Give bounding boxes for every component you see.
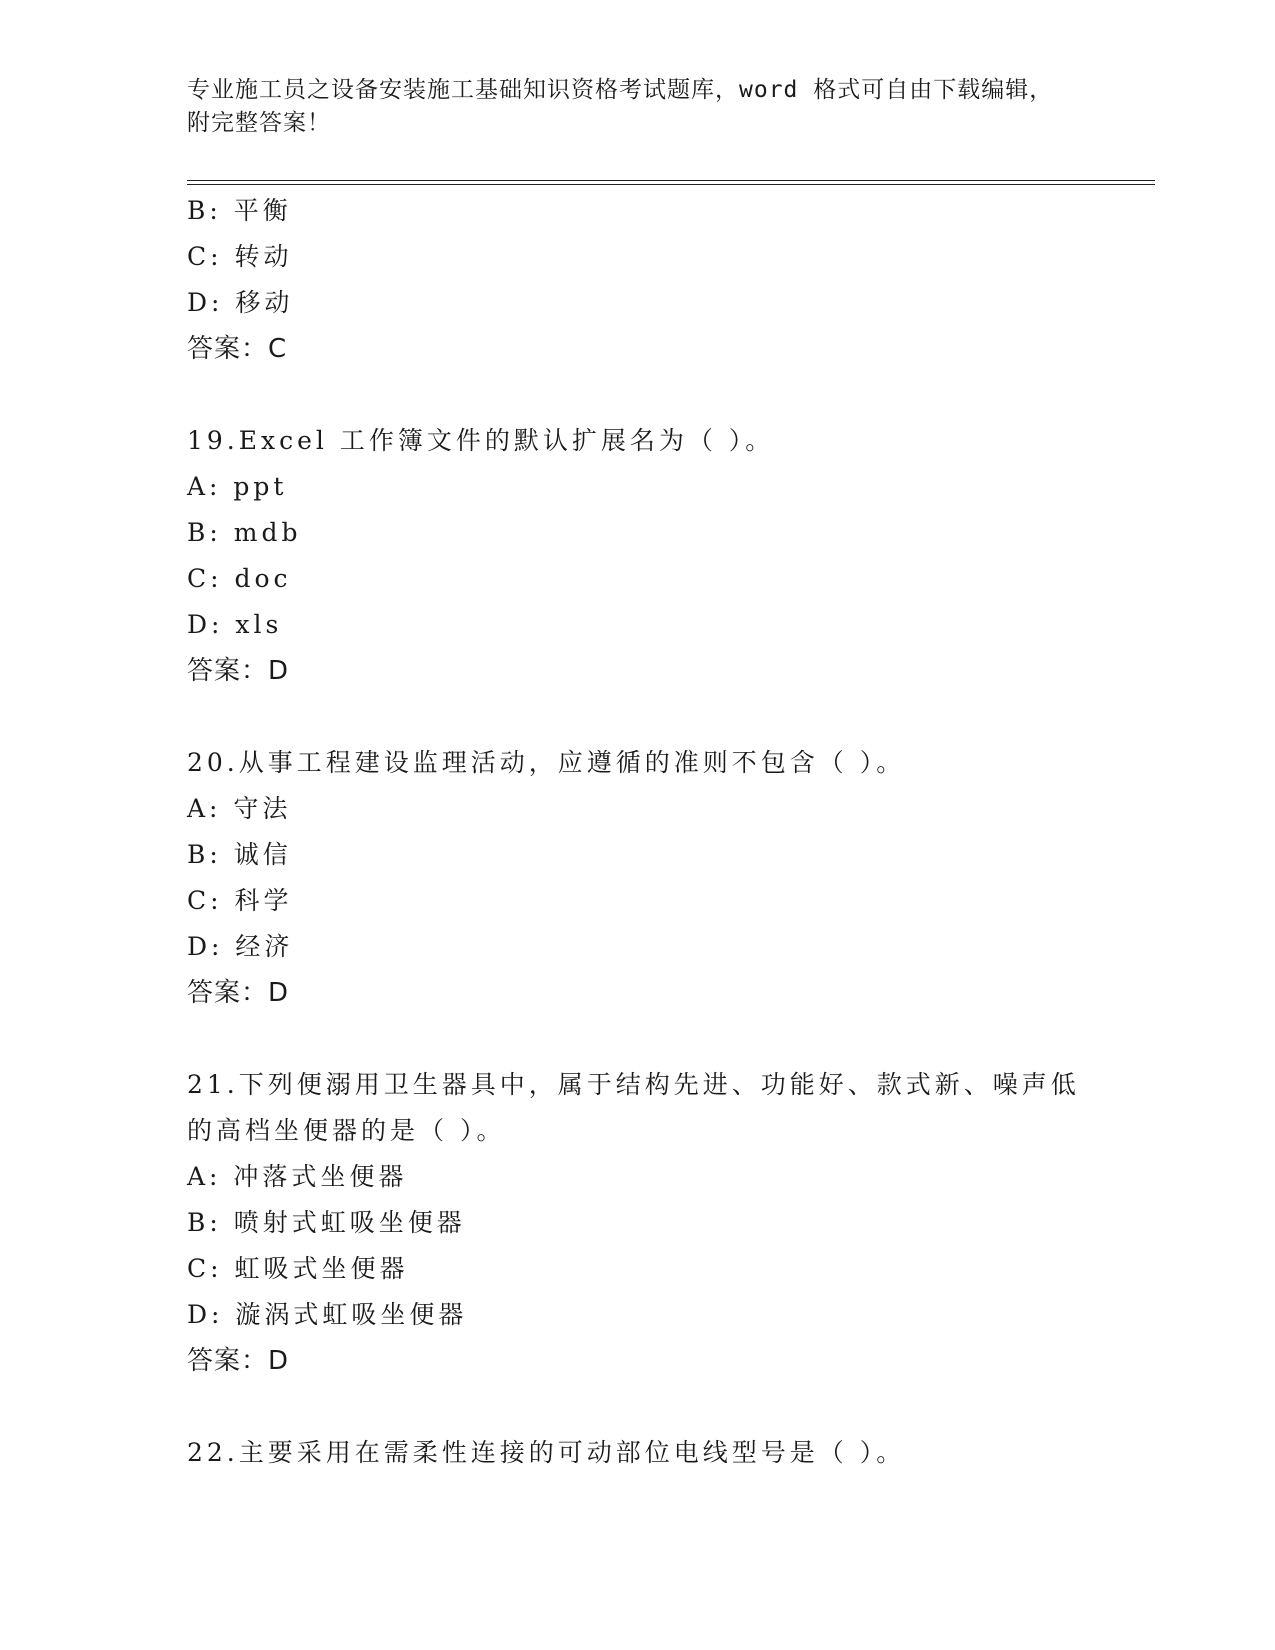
header-line-2: 附完整答案！ <box>187 110 331 136</box>
option-c: C: doc <box>187 564 292 593</box>
option-d: D: 移动 <box>187 288 294 317</box>
answer-line: 答案：D <box>187 656 290 686</box>
option-a: A: 冲落式坐便器 <box>187 1162 408 1191</box>
question-stem: 19.Excel 工作簿文件的默认扩展名为（ ）。 <box>187 426 775 455</box>
option-b: B: 诚信 <box>187 840 292 869</box>
option-a: A: 守法 <box>187 794 292 823</box>
header-line-1: 专业施工员之设备安装施工基础知识资格考试题库，word 格式可自由下载编辑， <box>187 77 1054 103</box>
answer-line: 答案：C <box>187 334 288 364</box>
option-c: C: 转动 <box>187 242 293 271</box>
question-block-21 <box>187 1062 1087 1384</box>
header-divider-top <box>187 180 1155 181</box>
option-d: D: 漩涡式虹吸坐便器 <box>187 1300 468 1329</box>
answer-line: 答案：D <box>187 1346 290 1376</box>
question-block-partial <box>187 188 1087 372</box>
option-c: C: 科学 <box>187 886 293 915</box>
option-a: A: ppt <box>187 472 288 501</box>
option-b: B: 平衡 <box>187 196 292 225</box>
question-stem: 21.下列便溺用卫生器具中，属于结构先进、功能好、款式新、噪声低 <box>187 1070 1080 1099</box>
question-stem-continued: 的高档坐便器的是（ ）。 <box>187 1116 506 1145</box>
question-block-22 <box>187 1430 1087 1476</box>
question-stem: 22.主要采用在需柔性连接的可动部位电线型号是（ ）。 <box>187 1438 906 1467</box>
question-stem: 20.从事工程建设监理活动，应遵循的准则不包含（ ）。 <box>187 748 906 777</box>
option-b: B: 喷射式虹吸坐便器 <box>187 1208 466 1237</box>
option-c: C: 虹吸式坐便器 <box>187 1254 409 1283</box>
question-block-20 <box>187 740 1087 1016</box>
option-d: D: xls <box>187 610 283 639</box>
header-divider-bottom <box>187 184 1155 185</box>
question-list <box>187 188 1087 1476</box>
question-block-19 <box>187 418 1087 694</box>
option-d: D: 经济 <box>187 932 294 961</box>
option-b: B: mdb <box>187 518 302 547</box>
document-header <box>187 74 1087 140</box>
answer-line: 答案：D <box>187 978 290 1008</box>
